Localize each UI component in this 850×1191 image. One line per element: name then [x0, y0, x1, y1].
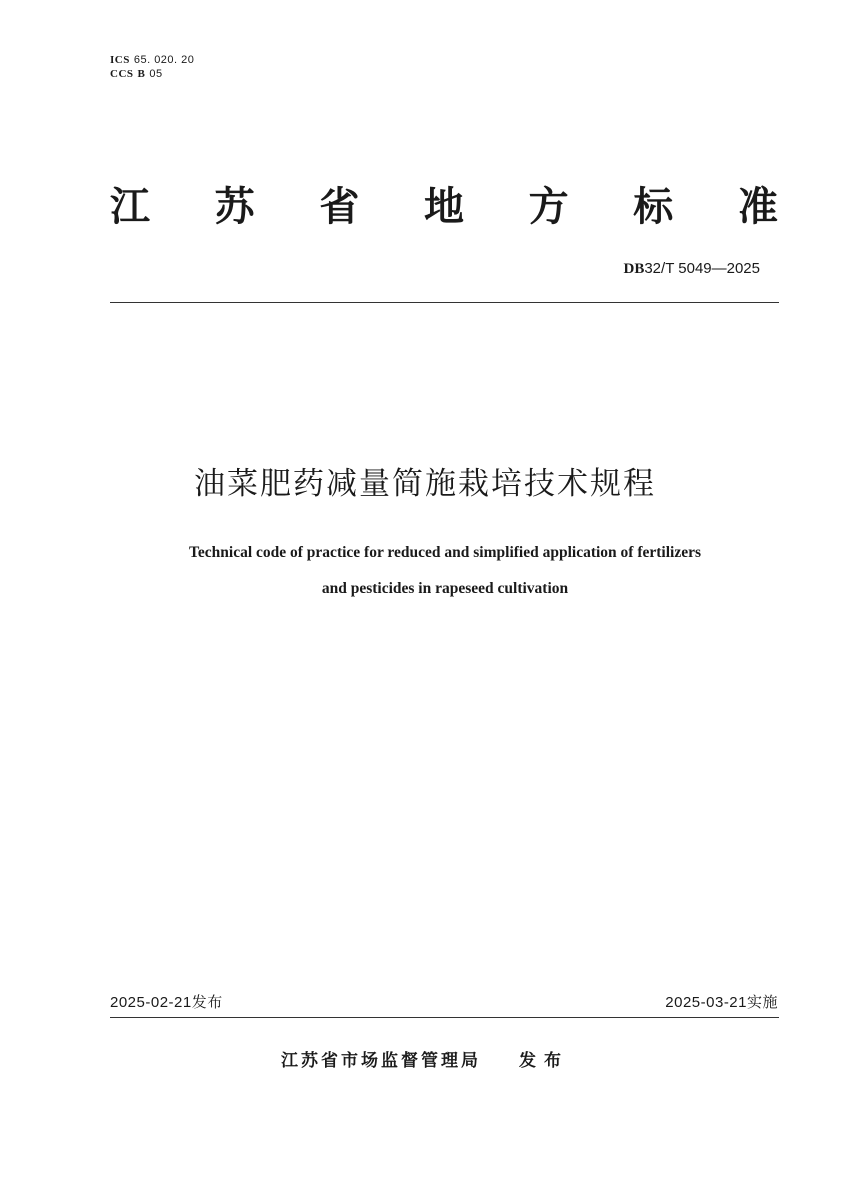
standard-type-heading — [110, 180, 778, 234]
issue-date: 2025-02-21发布 — [110, 994, 223, 1011]
standard-type-char: 标 — [633, 184, 674, 230]
standard-type-char: 方 — [528, 184, 569, 230]
ccs-value-bold: B — [137, 68, 146, 80]
title-english — [90, 535, 800, 607]
standard-number-code: 32/T 5049—2025 — [644, 260, 760, 277]
title-chinese: 油菜肥药减量简施栽培技术规程 — [194, 466, 656, 502]
title-english-line-2: and pesticides in rapeseed cultivation — [321, 580, 569, 597]
standard-number-prefix: DB — [623, 261, 645, 277]
standard-type-char: 苏 — [214, 184, 255, 230]
standard-number — [624, 259, 761, 278]
issuer-action: 发布 — [519, 1051, 569, 1071]
standard-type-char: 地 — [423, 184, 464, 230]
issuer-organization: 江苏省市场监督管理局 — [281, 1051, 481, 1071]
standard-type-char: 准 — [737, 184, 778, 230]
issuing-authority — [0, 1049, 850, 1073]
bottom-divider — [110, 1017, 779, 1018]
classification-codes — [110, 53, 194, 81]
ccs-label: CCS — [110, 68, 134, 80]
title-english-line-1: Technical code of practice for reduced and simplified application of fertilizers — [188, 544, 701, 561]
ccs-value: 05 — [149, 68, 163, 80]
implementation-date: 2025-03-21实施 — [665, 994, 778, 1011]
top-divider — [110, 302, 779, 303]
standard-type-char: 江 — [110, 184, 150, 230]
ics-code — [110, 53, 194, 67]
ics-label: ICS — [110, 54, 130, 66]
ccs-code — [110, 67, 194, 81]
standard-type-char: 省 — [319, 184, 360, 230]
ics-value: 65. 020. 20 — [133, 54, 195, 66]
